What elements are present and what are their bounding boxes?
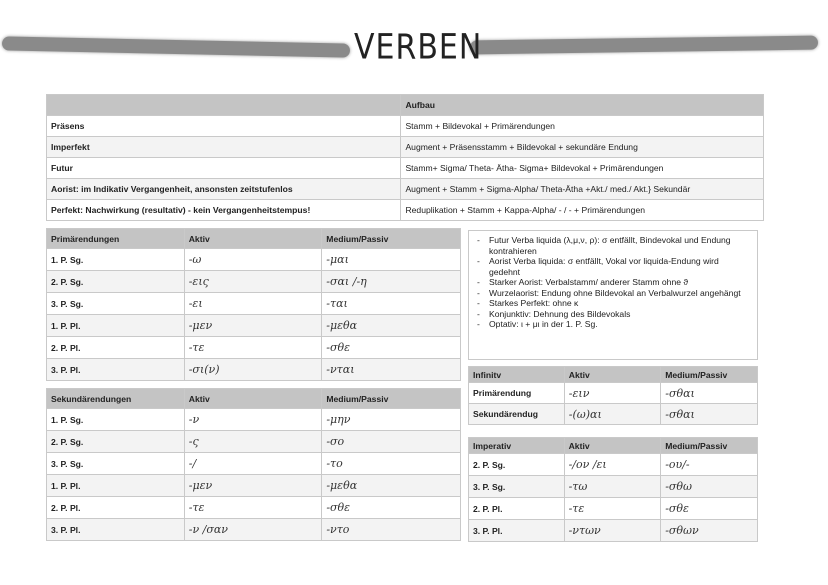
medium-ending: -σο [322, 431, 461, 453]
medium-ending: -σθε [322, 337, 461, 359]
header-medium-passiv: Medium/Passiv [322, 389, 461, 409]
imperativ-table [468, 437, 758, 542]
note-item: - Aorist Verba liquida: σ entfällt, Vokal vor liquida-Endung wird gedehnt [485, 256, 751, 277]
aktiv-ending: -σι(ν) [184, 359, 322, 381]
table-row [47, 249, 461, 271]
person-label: 3. P. Pl. [47, 359, 185, 381]
notes-box [468, 230, 758, 360]
aktiv-ending: -μεν [184, 315, 322, 337]
person-label: 1. P. Pl. [47, 475, 185, 497]
note-item: - Futur Verba liquida (λ,μ,ν, ρ): σ entfällt, Bindevokal und Endung kontrahieren [485, 235, 751, 256]
medium-ending: -σθαι [661, 404, 758, 425]
note-item: - Konjunktiv: Dehnung des Bildevokals [485, 309, 751, 320]
note-item: - Starker Aorist: Verbalstamm/ anderer Stamm ohne ϑ [485, 277, 751, 288]
person-label: 2. P. Pl. [47, 337, 185, 359]
aktiv-ending: -ειν [564, 383, 660, 404]
header-empty [47, 95, 401, 116]
medium-ending: -μεθα [322, 315, 461, 337]
person-label: 3. P. Pl. [47, 519, 185, 541]
medium-ending: -σθαι [661, 383, 758, 404]
table-row [469, 498, 758, 520]
row-label: Imperfekt [47, 137, 401, 158]
aktiv-ending: -ντων [564, 520, 661, 542]
table-row [47, 116, 764, 137]
aktiv-ending: -/ [184, 453, 322, 475]
header-aktiv: Aktiv [184, 229, 322, 249]
brush-stroke-right [470, 36, 818, 55]
header-infinitiv: Infinitv [469, 367, 565, 383]
infinitiv-table [468, 366, 758, 425]
brush-stroke-left [2, 36, 350, 57]
aktiv-ending: -τω [564, 476, 661, 498]
person-label: 3. P. Sg. [469, 476, 565, 498]
medium-ending: -μαι [322, 249, 461, 271]
table-row [47, 337, 461, 359]
table-row [47, 271, 461, 293]
person-label: 1. P. Sg. [47, 249, 185, 271]
table-row [469, 383, 758, 404]
aktiv-ending: -ει [184, 293, 322, 315]
header-primaerendungen: Primärendungen [47, 229, 185, 249]
notes-list [475, 235, 751, 330]
table-header-row [469, 367, 758, 383]
aktiv-ending: -(ω)αι [564, 404, 660, 425]
table-row [47, 431, 461, 453]
table-row [47, 293, 461, 315]
row-value: Stamm+ Sigma/ Theta- Ätha- Sigma+ Bildevokal + Primärendungen [401, 158, 764, 179]
row-value: Stamm + Bildevokal + Primärendungen [401, 116, 764, 137]
person-label: 2. P. Pl. [469, 498, 565, 520]
header-medium-passiv: Medium/Passiv [661, 367, 758, 383]
medium-ending: -μην [322, 409, 461, 431]
aktiv-ending: -εις [184, 271, 322, 293]
table-row [47, 519, 461, 541]
table-row [47, 409, 461, 431]
row-value: Reduplikation + Stamm + Kappa-Alpha/ - / - + Primärendungen [401, 200, 764, 221]
page-title: VERBEN [354, 27, 483, 68]
row-label: Aorist: im Indikativ Vergangenheit, ansonsten zeitstufenlos [47, 179, 401, 200]
person-label: 3. P. Sg. [47, 293, 185, 315]
medium-ending: -μεθα [322, 475, 461, 497]
aufbau-table [46, 94, 764, 221]
header-aufbau: Aufbau [401, 95, 764, 116]
row-label: Sekundärendug [469, 404, 565, 425]
medium-ending: -σαι /-η [322, 271, 461, 293]
table-row [47, 179, 764, 200]
table-row [469, 520, 758, 542]
table-row [47, 475, 461, 497]
header-sekundaerendungen: Sekundärendungen [47, 389, 185, 409]
table-row [469, 454, 758, 476]
table-row [47, 315, 461, 337]
note-item: - Starkes Perfekt: ohne κ [485, 298, 751, 309]
aktiv-ending: -τε [184, 497, 322, 519]
aktiv-ending: -ς [184, 431, 322, 453]
row-value: Augment + Stamm + Sigma-Alpha/ Theta-Ätha +Akt./ med./ Akt.} Sekundär [401, 179, 764, 200]
header-aktiv: Aktiv [564, 367, 660, 383]
table-row [469, 476, 758, 498]
table-row [47, 453, 461, 475]
person-label: 2. P. Sg. [47, 431, 185, 453]
table-row [47, 497, 461, 519]
table-header-row [47, 389, 461, 409]
aktiv-ending: -/ον /ει [564, 454, 661, 476]
aktiv-ending: -ω [184, 249, 322, 271]
person-label: 2. P. Sg. [47, 271, 185, 293]
table-header-row [47, 95, 764, 116]
table-row [47, 200, 764, 221]
aktiv-ending: -ν /σαν [184, 519, 322, 541]
aktiv-ending: -τε [564, 498, 661, 520]
table-header-row [47, 229, 461, 249]
table-row [47, 158, 764, 179]
aktiv-ending: -μεν [184, 475, 322, 497]
person-label: 2. P. Pl. [47, 497, 185, 519]
medium-ending: -το [322, 453, 461, 475]
note-item: - Wurzelaorist: Endung ohne Bildevokal an Verbalwurzel angehängt [485, 288, 751, 299]
header-medium-passiv: Medium/Passiv [661, 438, 758, 454]
person-label: 2. P. Sg. [469, 454, 565, 476]
header-medium-passiv: Medium/Passiv [322, 229, 461, 249]
row-label: Primärendung [469, 383, 565, 404]
person-label: 3. P. Sg. [47, 453, 185, 475]
table-row [47, 137, 764, 158]
row-label: Futur [47, 158, 401, 179]
row-label: Präsens [47, 116, 401, 137]
primaerendungen-table [46, 228, 461, 381]
header-aktiv: Aktiv [564, 438, 661, 454]
person-label: 3. P. Pl. [469, 520, 565, 542]
row-value: Augment + Präsensstamm + Bildevokal + sekundäre Endung [401, 137, 764, 158]
person-label: 1. P. Pl. [47, 315, 185, 337]
medium-ending: -ντο [322, 519, 461, 541]
aktiv-ending: -ν [184, 409, 322, 431]
medium-ending: -ται [322, 293, 461, 315]
person-label: 1. P. Sg. [47, 409, 185, 431]
medium-ending: -σθε [322, 497, 461, 519]
row-label: Perfekt: Nachwirkung (resultativ) - kein Vergangenheitstempus! [47, 200, 401, 221]
sekundaerendungen-table [46, 388, 461, 541]
medium-ending: -σθων [661, 520, 758, 542]
table-row [47, 359, 461, 381]
table-row [469, 404, 758, 425]
medium-ending: -σθω [661, 476, 758, 498]
header-imperativ: Imperativ [469, 438, 565, 454]
medium-ending: -ου/- [661, 454, 758, 476]
header-aktiv: Aktiv [184, 389, 322, 409]
medium-ending: -νται [322, 359, 461, 381]
medium-ending: -σθε [661, 498, 758, 520]
table-header-row [469, 438, 758, 454]
note-item: - Optativ: ι + μι in der 1. P. Sg. [485, 319, 751, 330]
aktiv-ending: -τε [184, 337, 322, 359]
